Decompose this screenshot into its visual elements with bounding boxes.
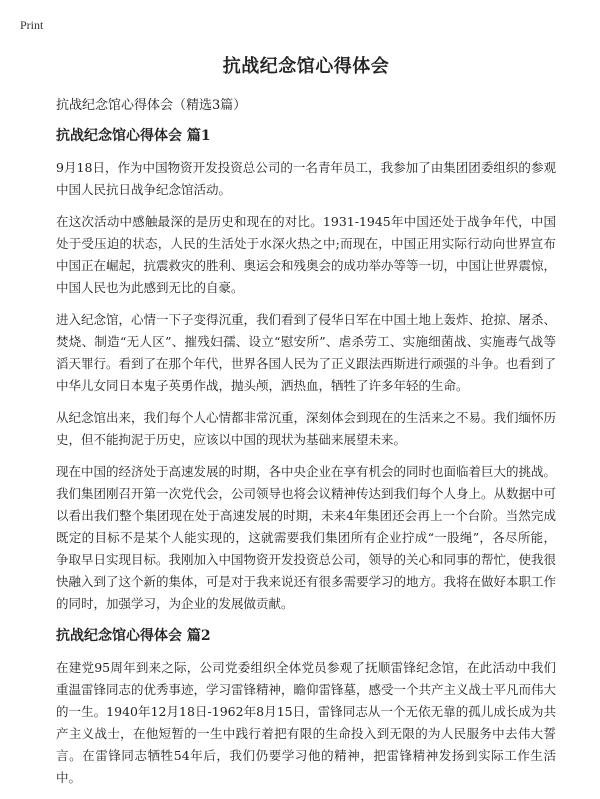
section-heading: 抗战纪念馆心得体会 篇1 (56, 128, 211, 144)
page-title: 抗战纪念馆心得体会 (222, 56, 390, 77)
paragraph: 现在中国的经济处于高速发展的时期，各中央企业在享有机会的同时也面临着巨大的挑战。我们集团刚召开第一次党代会，公司领导也将会议精神传达到我们每个人身上。从数据中可以看出我们整个集团现在处于高速发展的时期，未来4年集团还会再上一个台阶。当然完成既定的目标不是某个人能实现的，这就需要我们集团所有企业拧成“一股绳”，各尽所能，争取早日实现目标。我刚加入中国物资开发投资总公司，领导的关心和同事的帮忙，使我很快融入到了这个新的集体，可是对于我来说还有很多需要学习的地方。我将在做好本职工作的同时，加强学习，为企业的发展做贡献。 (56, 464, 557, 611)
paragraph: 9月18日，作为中国物资开发投资总公司的一名青年员工，我参加了由集团团委组织的参观中国人民抗日战争纪念馆活动。 (56, 160, 556, 197)
section-1 (56, 125, 556, 615)
section-2 (56, 625, 556, 789)
paragraph: 在这次活动中感触最深的是历史和现在的对比。1931-1945年中国还处于战争年代，中国处于受压迫的状态，人民的生活处于水深火热之中;而现在，中国正用实际行动向世界宣布中国正在崛起，抗震救灾的胜利、奥运会和残奥会的成功举办等等一切，中国让世界震惊，中国人民也为此感到无比的自豪。 (56, 214, 557, 295)
paragraph: 从纪念馆出来，我们每个人心情都非常沉重，深刻体会到现在的生活来之不易。我们缅怀历史，但不能拘泥于历史，应该以中国的现状为基础来展望未来。 (56, 410, 557, 447)
paragraph: 进入纪念馆，心情一下子变得沉重，我们看到了侵华日军在中国土地上轰炸、抢掠、屠杀、焚烧、制造“无人区”、摧残妇孺、设立“慰安所”、虐杀劳工、实施细菌战、实施毒气战等滔天罪行。看到了在那个年代，世界各国人民为了正义跟法西斯进行顽强的斗争。也看到了中华儿女同日本鬼子英勇作战，抛头颅，洒热血，牺牲了许多年轻的生命。 (56, 312, 557, 393)
paragraph: 在建党95周年到来之际，公司党委组织全体党员参观了抚顺雷锋纪念馆，在此活动中我们重温雷锋同志的优秀事迹，学习雷锋精神，瞻仰雷锋墓，感受一个共产主义战士平凡而伟大的一生。1940年12月18日-1962年8月15日，雷锋同志从一个无依无靠的孤儿成长成为共产主义战士，在他短暂的一生中践行着把有限的生命投入到无限的为人民服务中去伟大誓言。在雷锋同志牺牲54年后，我们仍要学习他的精神，把雷锋精神发扬到实际工作生活中。 (56, 660, 557, 785)
document-page (56, 52, 556, 799)
section-heading: 抗战纪念馆心得体会 篇2 (56, 628, 211, 644)
print-link[interactable]: Print (20, 18, 44, 32)
document-subtitle: 抗战纪念馆心得体会（精选3篇） (56, 98, 247, 113)
